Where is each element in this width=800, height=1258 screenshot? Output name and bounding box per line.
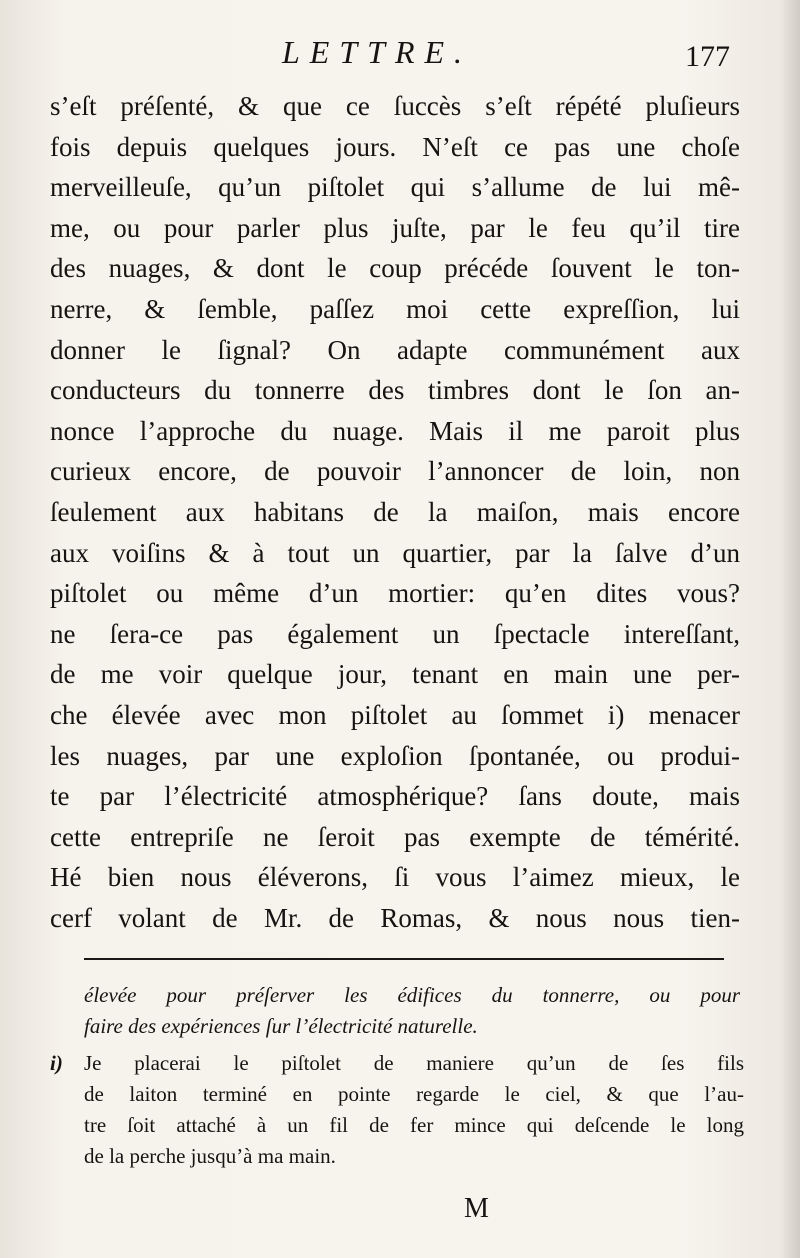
footnote-line: de la perche jusqu’à ma main. bbox=[84, 1144, 336, 1168]
text-line: fois depuis quelques jours. N’eſt ce pas une choſe bbox=[50, 131, 740, 162]
footnote-line: tre ſoit attaché à un fil de fer mince qui deſcende le long bbox=[84, 1113, 744, 1137]
text-line: me, ou pour parler plus juſte, par le feu qu’il tire bbox=[50, 212, 740, 243]
text-line: les nuages, par une exploſion ſpontanée, ou produi- bbox=[50, 740, 740, 771]
text-line: ſeulement aux habitans de la maiſon, mais encore bbox=[50, 496, 740, 527]
text-line: s’eſt préſenté, & que ce ſuccès s’eſt répété pluſieurs bbox=[50, 91, 740, 121]
footnote-i bbox=[50, 1048, 750, 1172]
footnote-continuation bbox=[84, 980, 740, 1042]
footnote-rule bbox=[84, 958, 724, 960]
text-line: cette entrepriſe ne ſeroit pas exempte de témérité. bbox=[50, 821, 740, 852]
main-text bbox=[50, 86, 740, 938]
page-header bbox=[0, 34, 800, 74]
page-edge-shadow bbox=[780, 0, 800, 1258]
text-line: nerre, & ſemble, paſſez moi cette expreſſion, lui bbox=[50, 293, 740, 324]
text-line: merveilleuſe, qu’un piſtolet qui s’allume de lui mê- bbox=[50, 172, 740, 203]
footnote-marker: i) bbox=[50, 1051, 63, 1075]
text-line: te par l’électricité atmosphérique? ſans doute, mais bbox=[50, 781, 740, 812]
text-line: de me voir quelque jour, tenant en main une per- bbox=[50, 659, 740, 690]
running-title: LETTRE. bbox=[282, 34, 473, 70]
text-line: piſtolet ou même d’un mortier: qu’en dites vous? bbox=[50, 578, 740, 609]
text-line: des nuages, & dont le coup précéde ſouvent le ton- bbox=[50, 253, 740, 284]
text-line: curieux encore, de pouvoir l’annoncer de loin, non bbox=[50, 456, 740, 487]
text-line: cerf volant de Mr. de Romas, & nous nous tien- bbox=[50, 902, 740, 933]
text-line: aux voiſins & à tout un quartier, par la ſalve d’un bbox=[50, 537, 740, 568]
text-line: nonce l’approche du nuage. Mais il me paroit plus bbox=[50, 415, 740, 446]
footnote-line: Je placerai le piſtolet de maniere qu’un de ſes fils bbox=[84, 1051, 744, 1075]
footnote-line: faire des expériences ſur l’électricité naturelle. bbox=[84, 1014, 478, 1038]
text-line: che élevée avec mon piſtolet au ſommet i) menacer bbox=[50, 699, 740, 730]
signature-mark: M bbox=[464, 1193, 489, 1224]
text-line: donner le ſignal? On adapte communément aux bbox=[50, 334, 740, 365]
text-line: ne ſera-ce pas également un ſpectacle intereſſant, bbox=[50, 618, 740, 649]
page-number: 177 bbox=[685, 40, 730, 73]
text-line: Hé bien nous éléverons, ſi vous l’aimez mieux, le bbox=[50, 862, 740, 893]
text-line: conducteurs du tonnerre des timbres dont le ſon an- bbox=[50, 375, 740, 406]
footnote-line: de laiton terminé en pointe regarde le ciel, & que l’au- bbox=[84, 1082, 744, 1106]
footnote-line: élevée pour préſerver les édifices du tonnerre, ou pour bbox=[84, 983, 740, 1007]
footnotes bbox=[50, 980, 750, 1172]
